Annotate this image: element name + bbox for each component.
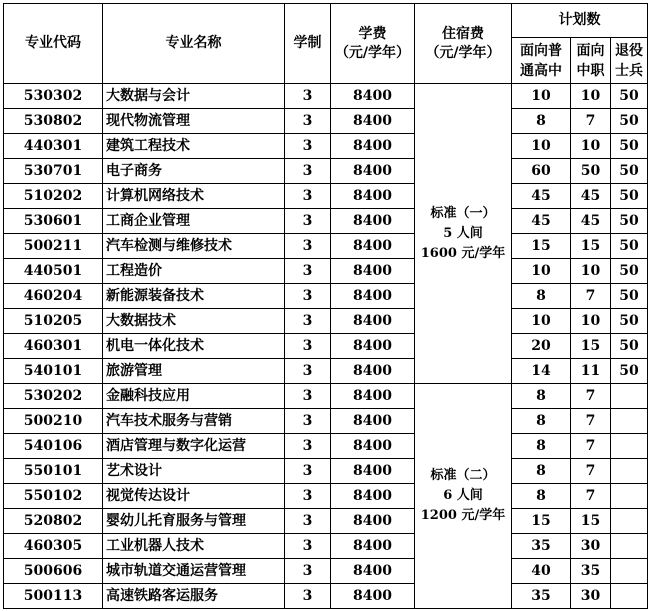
plan-general-cell: 8 [512,384,571,409]
plan-general-cell: 45 [512,184,571,209]
tuition-cell: 8400 [331,484,415,509]
plan-vocational-cell: 50 [571,159,611,184]
major-code-cell: 530802 [4,109,103,134]
plan-vocational-cell: 7 [571,434,611,459]
header-major-code: 专业代码 [4,4,103,84]
major-name-cell: 电子商务 [103,159,285,184]
tuition-cell: 8400 [331,459,415,484]
major-code-cell: 500210 [4,409,103,434]
table-row [4,359,648,384]
table-row [4,84,648,109]
plan-vocational-cell: 10 [571,259,611,284]
header-duration: 学制 [285,4,331,84]
duration-cell: 3 [285,584,331,609]
major-name-cell: 计算机网络技术 [103,184,285,209]
table-row [4,484,648,509]
plan-general-cell: 10 [512,309,571,334]
plan-general-cell: 15 [512,509,571,534]
plan-general-cell: 8 [512,109,571,134]
table-row [4,284,648,309]
plan-general-cell: 40 [512,559,571,584]
plan-veteran-cell: 50 [611,84,648,109]
plan-general-cell: 60 [512,159,571,184]
table-row [4,159,648,184]
tuition-cell: 8400 [331,434,415,459]
header-plan-vocational-line1: 面向 [576,42,605,59]
plan-vocational-cell: 15 [571,234,611,259]
plan-vocational-cell: 30 [571,584,611,609]
tuition-cell: 8400 [331,109,415,134]
major-name-cell: 大数据技术 [103,309,285,334]
tuition-cell: 8400 [331,334,415,359]
accommodation-line3: 1600 元/学年 [420,245,506,261]
major-code-cell: 550102 [4,484,103,509]
header-plan: 计划数 [512,4,648,38]
header-plan-veteran [611,38,648,84]
duration-cell: 3 [285,509,331,534]
plan-vocational-cell: 7 [571,484,611,509]
major-code-cell: 510205 [4,309,103,334]
plan-veteran-cell [611,459,648,484]
plan-general-cell: 8 [512,459,571,484]
major-code-cell: 510202 [4,184,103,209]
tuition-cell: 8400 [331,359,415,384]
major-code-cell: 460204 [4,284,103,309]
major-code-cell: 530202 [4,384,103,409]
header-tuition-line1: 学费 [358,25,387,42]
header-plan-vocational-line2: 中职 [576,62,605,79]
duration-cell: 3 [285,559,331,584]
major-name-cell: 汽车检测与维修技术 [103,234,285,259]
tuition-cell: 8400 [331,159,415,184]
header-accommodation-line1: 住宿费 [442,25,484,42]
plan-veteran-cell: 50 [611,209,648,234]
accommodation-group-cell [415,84,512,384]
major-name-cell: 现代物流管理 [103,109,285,134]
major-name-cell: 工业机器人技术 [103,534,285,559]
plan-vocational-cell: 7 [571,384,611,409]
header-major-name: 专业名称 [103,4,285,84]
table-row [4,309,648,334]
major-name-cell: 新能源装备技术 [103,284,285,309]
major-name-cell: 工程造价 [103,259,285,284]
table-row [4,259,648,284]
table-row [4,459,648,484]
table-row [4,534,648,559]
plan-veteran-cell: 50 [611,159,648,184]
header-plan-general-line2: 通高中 [520,62,562,79]
tuition-cell: 8400 [331,534,415,559]
plan-general-cell: 14 [512,359,571,384]
accommodation-line1: 标准（二） [430,468,496,483]
plan-veteran-cell: 50 [611,109,648,134]
plan-general-cell: 8 [512,284,571,309]
header-plan-veteran-line1: 退役 [615,42,643,59]
plan-general-cell: 10 [512,84,571,109]
duration-cell: 3 [285,234,331,259]
plan-veteran-cell: 50 [611,334,648,359]
duration-cell: 3 [285,184,331,209]
major-code-cell: 540101 [4,359,103,384]
plan-vocational-cell: 7 [571,284,611,309]
plan-general-cell: 8 [512,434,571,459]
tuition-cell: 8400 [331,409,415,434]
major-code-cell: 550101 [4,459,103,484]
duration-cell: 3 [285,484,331,509]
accommodation-line1: 标准（一） [430,205,496,221]
duration-cell: 3 [285,284,331,309]
table-row [4,134,648,159]
duration-cell: 3 [285,159,331,184]
major-code-cell: 440501 [4,259,103,284]
major-code-cell: 530701 [4,159,103,184]
major-code-cell: 500606 [4,559,103,584]
duration-cell: 3 [285,434,331,459]
tuition-cell: 8400 [331,509,415,534]
duration-cell: 3 [285,359,331,384]
header-plan-vocational [571,38,611,84]
duration-cell: 3 [285,84,331,109]
accommodation-line3: 1200 元/学年 [420,508,506,523]
plan-vocational-cell: 45 [571,184,611,209]
table-body [4,84,648,609]
tuition-cell: 8400 [331,209,415,234]
table-row [4,234,648,259]
table-row [4,184,648,209]
header-accommodation-line2: （元/学年） [425,44,501,61]
duration-cell: 3 [285,409,331,434]
duration-cell: 3 [285,384,331,409]
plan-veteran-cell [611,434,648,459]
plan-veteran-cell [611,409,648,434]
plan-veteran-cell: 50 [611,234,648,259]
plan-general-cell: 45 [512,209,571,234]
duration-cell: 3 [285,134,331,159]
plan-veteran-cell [611,384,648,409]
tuition-cell: 8400 [331,234,415,259]
major-name-cell: 汽车技术服务与营销 [103,409,285,434]
header-tuition [331,4,415,84]
table-row [4,559,648,584]
major-code-cell: 530601 [4,209,103,234]
major-code-cell: 530302 [4,84,103,109]
duration-cell: 3 [285,309,331,334]
header-plan-veteran-line2: 士兵 [615,62,643,79]
duration-cell: 3 [285,459,331,484]
major-name-cell: 婴幼儿托育服务与管理 [103,509,285,534]
tuition-cell: 8400 [331,384,415,409]
plan-general-cell: 10 [512,259,571,284]
table-row [4,434,648,459]
duration-cell: 3 [285,109,331,134]
plan-vocational-cell: 30 [571,534,611,559]
plan-veteran-cell: 50 [611,359,648,384]
plan-veteran-cell: 50 [611,134,648,159]
major-code-cell: 520802 [4,509,103,534]
table-row [4,409,648,434]
tuition-cell: 8400 [331,259,415,284]
plan-veteran-cell [611,584,648,609]
plan-veteran-cell [611,534,648,559]
plan-veteran-cell [611,484,648,509]
major-name-cell: 视觉传达设计 [103,484,285,509]
accommodation-group-cell [415,384,512,609]
plan-general-cell: 35 [512,534,571,559]
accommodation-line2: 5 人间 [443,225,483,241]
major-name-cell: 高速铁路客运服务 [103,584,285,609]
duration-cell: 3 [285,534,331,559]
duration-cell: 3 [285,259,331,284]
table-row [4,209,648,234]
plan-veteran-cell [611,509,648,534]
header-plan-general [512,38,571,84]
plan-general-cell: 35 [512,584,571,609]
major-name-cell: 艺术设计 [103,459,285,484]
tuition-cell: 8400 [331,184,415,209]
plan-general-cell: 8 [512,484,571,509]
major-code-cell: 500113 [4,584,103,609]
plan-veteran-cell: 50 [611,284,648,309]
major-name-cell: 建筑工程技术 [103,134,285,159]
tuition-cell: 8400 [331,84,415,109]
accommodation-line2: 6 人间 [443,488,483,503]
tuition-cell: 8400 [331,559,415,584]
plan-vocational-cell: 10 [571,134,611,159]
plan-vocational-cell: 7 [571,409,611,434]
major-code-cell: 500211 [4,234,103,259]
tuition-cell: 8400 [331,134,415,159]
header-plan-general-line1: 面向普 [520,42,562,59]
table-row [4,384,648,409]
major-name-cell: 酒店管理与数字化运营 [103,434,285,459]
plan-veteran-cell: 50 [611,184,648,209]
plan-vocational-cell: 10 [571,309,611,334]
plan-vocational-cell: 15 [571,509,611,534]
header-accommodation [415,4,512,84]
plan-veteran-cell [611,559,648,584]
plan-veteran-cell: 50 [611,309,648,334]
duration-cell: 3 [285,209,331,234]
major-code-cell: 540106 [4,434,103,459]
enrollment-plan-table [3,3,648,609]
major-name-cell: 旅游管理 [103,359,285,384]
table-row [4,109,648,134]
plan-vocational-cell: 7 [571,109,611,134]
table-row [4,509,648,534]
major-name-cell: 金融科技应用 [103,384,285,409]
major-name-cell: 大数据与会计 [103,84,285,109]
plan-vocational-cell: 35 [571,559,611,584]
plan-general-cell: 10 [512,134,571,159]
plan-vocational-cell: 45 [571,209,611,234]
plan-vocational-cell: 7 [571,459,611,484]
table-row [4,334,648,359]
plan-vocational-cell: 10 [571,84,611,109]
table-header [4,4,648,84]
major-code-cell: 440301 [4,134,103,159]
plan-veteran-cell: 50 [611,259,648,284]
duration-cell: 3 [285,334,331,359]
plan-vocational-cell: 11 [571,359,611,384]
plan-general-cell: 8 [512,409,571,434]
major-name-cell: 机电一体化技术 [103,334,285,359]
table-row [4,584,648,609]
tuition-cell: 8400 [331,309,415,334]
major-name-cell: 工商企业管理 [103,209,285,234]
header-tuition-line2: （元/学年） [334,44,411,61]
plan-general-cell: 20 [512,334,571,359]
major-name-cell: 城市轨道交通运营管理 [103,559,285,584]
tuition-cell: 8400 [331,584,415,609]
major-code-cell: 460305 [4,534,103,559]
plan-general-cell: 15 [512,234,571,259]
plan-vocational-cell: 15 [571,334,611,359]
tuition-cell: 8400 [331,284,415,309]
major-code-cell: 460301 [4,334,103,359]
